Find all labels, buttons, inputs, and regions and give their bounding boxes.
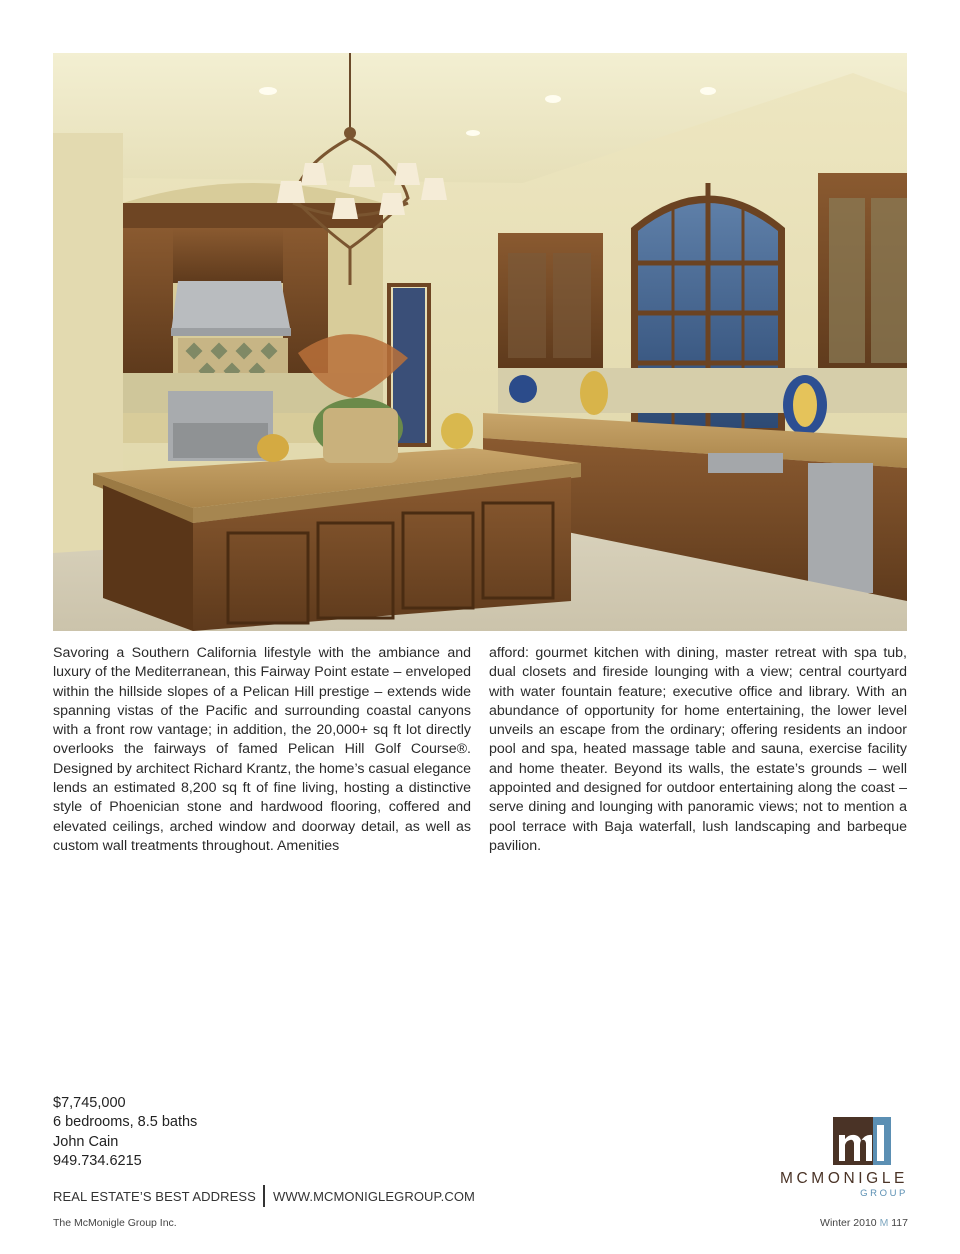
tagline-divider — [263, 1185, 265, 1207]
listing-agent: John Cain — [53, 1133, 119, 1150]
listing-details — [53, 1094, 197, 1171]
mcmonigle-logo-mark-icon — [833, 1117, 891, 1165]
listing-price: $7,745,000 — [53, 1095, 126, 1111]
kitchen-illustration — [53, 53, 907, 631]
footer-page-info — [820, 1217, 908, 1229]
article-column-left: Savoring a Southern California lifestyle with the ambiance and luxury of the Mediterranean, this Fairway Point estate – enveloped within the hillside slopes of a Pelican Hill prestige – extends wide spanning vistas of the Pacific and surrounding coastal canyons with a front row vantage; in addition, the 20,000+ sq ft lot directly overlooks the fairways of famed Pelican Hill Golf Course®. Designed by architect Richard Krantz, the home’s casual elegance lends an estimated 8,200 sq ft of fine living, hosting a distinctive style of Phoenician stone and hardwood flooring, coffered and elevated ceilings, arched window and doorway detail, as well as custom wall treatments throughout. Amenities — [53, 645, 471, 854]
logo-group-text: GROUP — [860, 1188, 908, 1199]
tagline-slogan: REAL ESTATE’S BEST ADDRESS — [53, 1188, 256, 1204]
footer-issue: Winter 2010 — [820, 1217, 877, 1229]
footer-mark: M — [879, 1217, 889, 1229]
footer-publisher: The McMonigle Group Inc. — [53, 1217, 177, 1229]
logo-wordmark: MCMONIGLE — [780, 1170, 908, 1187]
listing-rooms: 6 bedrooms, 8.5 baths — [53, 1114, 198, 1131]
listing-phone: 949.734.6215 — [53, 1152, 142, 1169]
article-column-right: afford: gourmet kitchen with dining, master retreat with spa tub, dual closets and fireside lounging with a view; central courtyard with water fountain feature; executive office and library. With an abundance of opportunity for home entertaining, the lower level unveils an escape from the ordinary; offering residents an indoor pool and spa, heated massage table and sauna, exercise facility and home theater. Beyond its walls, the estate’s grounds – well appointed and designed for outdoor entertaining along the coast – serve dining and lounging with panoramic views; not to mention a pool terrace with Baja waterfall, lush landscaping and barbeque pavilion. — [489, 645, 907, 854]
tagline — [53, 1185, 475, 1207]
footer-page-number: 117 — [891, 1217, 908, 1229]
tagline-website[interactable]: WWW.MCMONIGLEGROUP.COM — [272, 1188, 475, 1204]
kitchen-photo — [53, 53, 907, 631]
mcmonigle-logo — [756, 1117, 908, 1201]
